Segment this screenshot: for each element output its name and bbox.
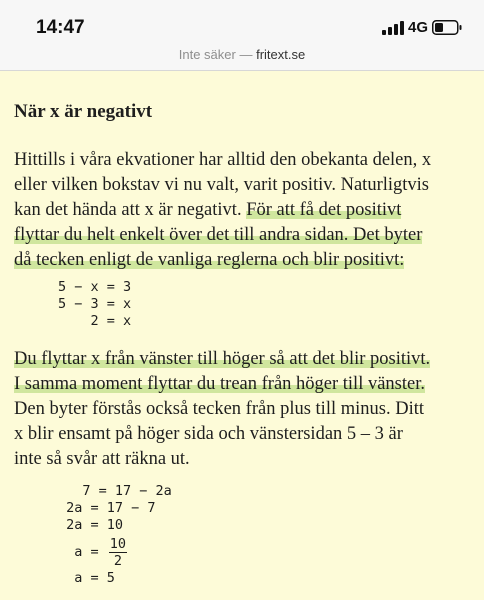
address-bar[interactable]: [0, 44, 484, 71]
highlighted-text: För att få det positivt: [246, 200, 402, 220]
equation-block-2: [58, 483, 172, 587]
text-segment: kan det hända att x är negativt.: [14, 200, 247, 220]
text-line: [14, 223, 431, 248]
fraction-lhs: a =: [58, 544, 107, 560]
paragraph-1: [14, 148, 431, 273]
fraction: [109, 536, 127, 569]
text-line: [14, 347, 430, 372]
paragraph-2: [14, 347, 430, 472]
article-heading: När x är negativt: [14, 101, 153, 122]
text-line: [14, 248, 431, 273]
network-type: 4G: [408, 19, 429, 36]
equation-row: 5 − 3 = x: [58, 296, 132, 312]
text-line: Den byter förstås också tecken från plus till minus. Ditt: [14, 399, 424, 419]
equation-row: 2a = 10: [58, 517, 124, 533]
equation-row: 7 = 17 − 2a: [58, 483, 172, 499]
text-line: [14, 372, 430, 397]
equation-row: 2 = x: [58, 313, 132, 329]
fraction-row: [58, 534, 172, 570]
page-content: [0, 71, 484, 600]
text-line: inte så svår att räkna ut.: [14, 449, 190, 469]
status-bar: [0, 0, 484, 44]
equation-block-1: [58, 279, 131, 330]
highlighted-text: flyttar du helt enkelt över det till andra sidan. Det byter: [14, 225, 423, 245]
security-label: Inte säker: [178, 47, 236, 62]
equation-row: 2a = 17 − 7: [58, 500, 156, 516]
equation-row: 5 − x = 3: [58, 279, 132, 295]
highlighted-text: I samma moment flyttar du trean från höger till vänster.: [14, 374, 425, 394]
clock: 14:47: [36, 17, 85, 38]
url-domain: fritext.se: [256, 47, 306, 62]
highlighted-text: då tecken enligt de vanliga reglerna och blir positivt:: [14, 250, 405, 270]
fraction-numerator: 10: [109, 535, 127, 552]
fraction-denominator: 2: [113, 552, 122, 569]
text-line: x blir ensamt på höger sida och vänstersidan 5 – 3 är: [14, 424, 403, 444]
text-line: Hittills i våra ekvationer har alltid den obekanta delen, x: [14, 150, 432, 170]
signal-bars-icon: [382, 21, 404, 35]
highlighted-text: Du flyttar x från vänster till höger så att det blir positivt.: [14, 349, 431, 369]
text-line: [14, 198, 431, 223]
url-separator: —: [235, 47, 257, 62]
text-line: eller vilken bokstav vi nu valt, varit positiv. Naturligtvis: [14, 175, 429, 195]
battery-icon: [432, 20, 462, 35]
equation-row: a = 5: [58, 570, 115, 586]
